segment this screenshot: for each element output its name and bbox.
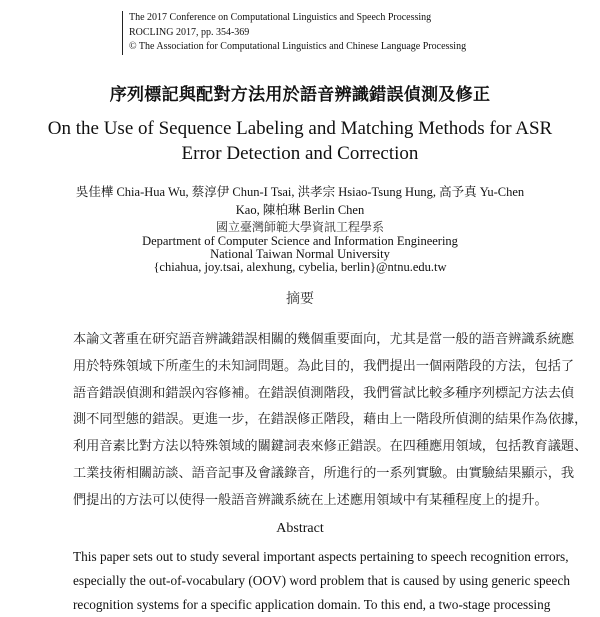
abstract-en-body: [73, 545, 570, 617]
abstract-zh-body: [73, 327, 588, 515]
affiliation-department: Department of Computer Science and Information Engineering: [142, 234, 458, 248]
title-english-line: Error Detection and Correction: [181, 143, 419, 164]
title-chinese: 序列標記與配對方法用於語音辨識錯誤偵測及修正: [109, 85, 491, 105]
affiliation-university: National Taiwan Normal University: [210, 247, 390, 261]
header-line: ROCLING 2017, pp. 354-369: [129, 26, 250, 38]
title-english-line: On the Use of Sequence Labeling and Matching Methods for ASR: [47, 118, 553, 139]
paragraph-line: 工業技術相關訪談、語音記事及會議錄音，所進行的一系列實驗。由實驗結果顯示，我: [73, 465, 575, 481]
paragraph-line: especially the out-of-vocabulary (OOV) word problem that is caused by using generic speech: [73, 573, 570, 588]
author-emails: {chiahua, joy.tsai, alexhung, cybelia, berlin}@ntnu.edu.tw: [153, 260, 447, 274]
paragraph-line: 用於特殊領域下所產生的未知詞問題。為此目的，我們提出一個兩階段的方法，包括了: [73, 358, 575, 374]
paragraph-line: This paper sets out to study several important aspects pertaining to speech recognition errors,: [73, 549, 569, 564]
affiliation-chinese: 國立臺灣師範大學資訊工程學系: [215, 220, 384, 234]
abstract-en-heading: Abstract: [276, 521, 324, 536]
paragraph-line: 語音錯誤偵測和錯誤內容修補。在錯誤偵測階段，我們嘗試比較多種序列標記方法去偵: [73, 385, 575, 401]
paragraph-line: 們提出的方法可以使得一般語音辨識系統在上述應用領域中有某種程度上的提升。: [73, 492, 548, 508]
header-line: © The Association for Computational Linguistics and Chinese Language Processing: [129, 41, 467, 52]
paragraph-line: 測不同型態的錯誤。更進一步，在錯誤修正階段，藉由上一階段所偵測的結果作為依據，: [73, 412, 588, 428]
conference-header: [122, 11, 466, 55]
authors-line: 吳佳樺 Chia-Hua Wu, 蔡淳伊 Chun-I Tsai, 洪孝宗 Hsiao-Tsung Hung, 高予真 Yu-Chen: [75, 185, 525, 199]
abstract-zh-heading: 摘要: [286, 291, 314, 307]
authors-line: Kao, 陳柏琳 Berlin Chen: [235, 203, 365, 217]
paragraph-line: recognition systems for a specific application domain. To this end, a two-stage processing: [73, 597, 551, 612]
paragraph-line: 本論文著重在研究語音辨識錯誤相關的幾個重要面向，尤其是當一般的語音辨識系統應: [73, 332, 575, 347]
header-line: The 2017 Conference on Computational Linguistics and Speech Processing: [129, 12, 432, 23]
paragraph-line: 利用音素比對方法以特殊領域的關鍵詞表來修正錯誤。在四種應用領域，包括教育議題、: [73, 439, 588, 455]
